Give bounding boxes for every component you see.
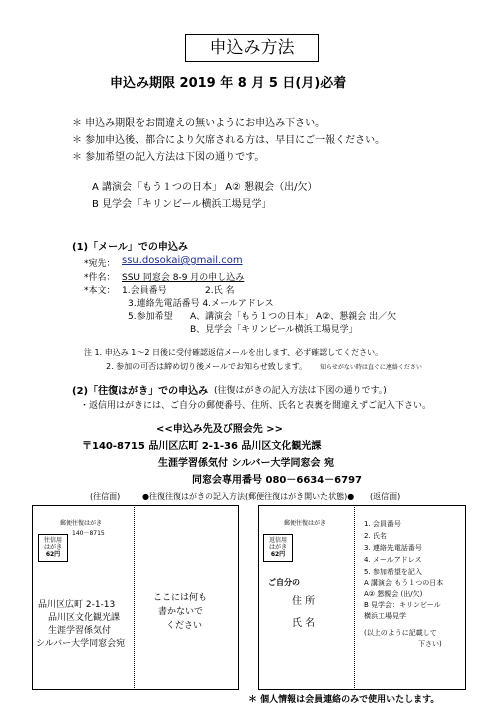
blank-instruction: ください (166, 621, 203, 631)
stamp-label: 郵便往復はがき (60, 520, 103, 527)
postcard-fold-line (134, 505, 135, 690)
reply-list-item: 2. 氏名 (364, 532, 387, 540)
contact-address-1: 〒140-8715 品川区広町 2-1-36 品川区文化観光課 (82, 441, 322, 452)
contact-address-2: 生涯学習係気付 シルバー大学同窓会 宛 (158, 458, 335, 469)
reply-closing: 下さい) (418, 640, 442, 648)
reply-list-item: 4. メールアドレス (364, 556, 422, 564)
postcard-heading-note: (往復はがきの記入方法は下図の通りです。) (214, 386, 387, 396)
outgoing-address-line: 品川区文化観光課 (48, 613, 121, 623)
contact-heading: <<申込み先及び照会先 >> (156, 424, 283, 435)
mail-heading: (1)「メール」での申込み (72, 242, 188, 253)
mail-body-item: B、見学会「キリンビール横浜工場見学」 (190, 325, 358, 335)
reply-list-item: A② 懇親会 (出/欠) (364, 590, 423, 598)
diagram-caption-left: (往信面) (90, 492, 121, 501)
mail-body-item: 2.氏 名 (205, 286, 235, 296)
mail-note-2: 2. 参加の可否は締め切り後メールでお知らせ致します。 (106, 362, 308, 371)
mail-body-item: 3.連絡先電話番号 4.メールアドレス (128, 299, 274, 309)
page-title: 申込み方法 (185, 34, 319, 62)
outgoing-address-line: 品川区広町 2-1-13 (38, 600, 116, 610)
note-2: ＊ 参加申込後、都合により欠席される方は、早目にご一報ください。 (72, 135, 386, 146)
contact-phone: 同窓会専用番号 080－6634－6797 (192, 475, 363, 486)
mail-to-label: *宛先： (84, 259, 116, 269)
blank-instruction: ここには何も (153, 593, 208, 603)
mail-note-2-small: 知らせがない時は直ぐに連絡ください (320, 364, 422, 371)
reply-list-item: A 講演会 もう１つの日本 (364, 579, 444, 587)
reply-name-label: 氏 名 (292, 618, 316, 629)
note-3: ＊ 参加希望の記入方法は下図の通りです。 (72, 152, 265, 163)
stamp-box-reply: 返信用 はがき 62円 (263, 534, 293, 562)
mail-note-1: 注 1. 申込み 1～2 日後に受付確認返信メールを出します、必ず確認してください。 (84, 348, 384, 357)
option-b: B 見学会「キリンビール横浜工場見学」 (92, 199, 272, 210)
outgoing-address-line: 生涯学習係気付 (48, 626, 112, 636)
mail-subject-label: *件名： (84, 273, 116, 283)
mail-body-item: 5.参加希望 (128, 312, 173, 322)
reply-address-label: 住 所 (292, 596, 316, 607)
mail-to-address[interactable]: ssu.dosokai@gmail.com (122, 255, 243, 266)
postcard-heading: (2)「往復はがき」での申込み (72, 386, 209, 397)
mail-body-label: *本文： (84, 286, 116, 296)
reply-list-item: B 見学会：キリンビール (364, 601, 441, 609)
postcard-instruction: ・返信用はがきには、ご自分の郵便番号、住所、氏名と表裏を間違えずご記入下さい。 (80, 401, 432, 411)
postal-code: 140－8715 (72, 530, 105, 537)
mail-subject-value: SSU 同窓会 8-9 月の申し込み (122, 273, 245, 283)
mail-body-item: 1.会員番号 (122, 286, 167, 296)
reply-self-label: ご自分の (268, 578, 300, 587)
postcard-reply (258, 505, 466, 690)
reply-list-item: 横浜工場見学 (364, 612, 406, 620)
diagram-caption-mid: ●往復往復はがきの記入方法(郵便往復はがき開いた状態)● (142, 492, 355, 501)
stamp-box-outgoing: 往信用 はがき 62円 (38, 534, 68, 562)
diagram-caption-right: (返信面) (370, 492, 401, 501)
reply-closing: (以上のように記載して (364, 629, 437, 637)
reply-list-item: 5. 参加希望を記入 (364, 568, 422, 576)
reply-list-item: 3. 連絡先電話番号 (364, 544, 422, 552)
option-a: A 講演会「もう１つの日本」 A② 懇親会（出/欠） (92, 182, 318, 193)
note-1: ＊ 申込み期限をお間違えの無いようにお申込み下さい。 (72, 118, 326, 129)
outgoing-address-line: シルバー大学同窓会宛 (36, 639, 126, 649)
stamp-label: 郵便往復はがき (284, 520, 327, 527)
postcard-fold-line (354, 505, 355, 690)
mail-body-item: A、講演会「もう１つの日本」 A②、懇親会 出／欠 (190, 312, 397, 322)
deadline: 申込み期限 2019 年 8 月 5 日(月)必着 (110, 76, 347, 91)
blank-instruction: 書かないで (158, 607, 204, 617)
reply-list-item: 1. 会員番号 (364, 520, 401, 528)
footer-note: ＊ 個人情報は会員連絡のみで使用いたします。 (248, 695, 440, 705)
